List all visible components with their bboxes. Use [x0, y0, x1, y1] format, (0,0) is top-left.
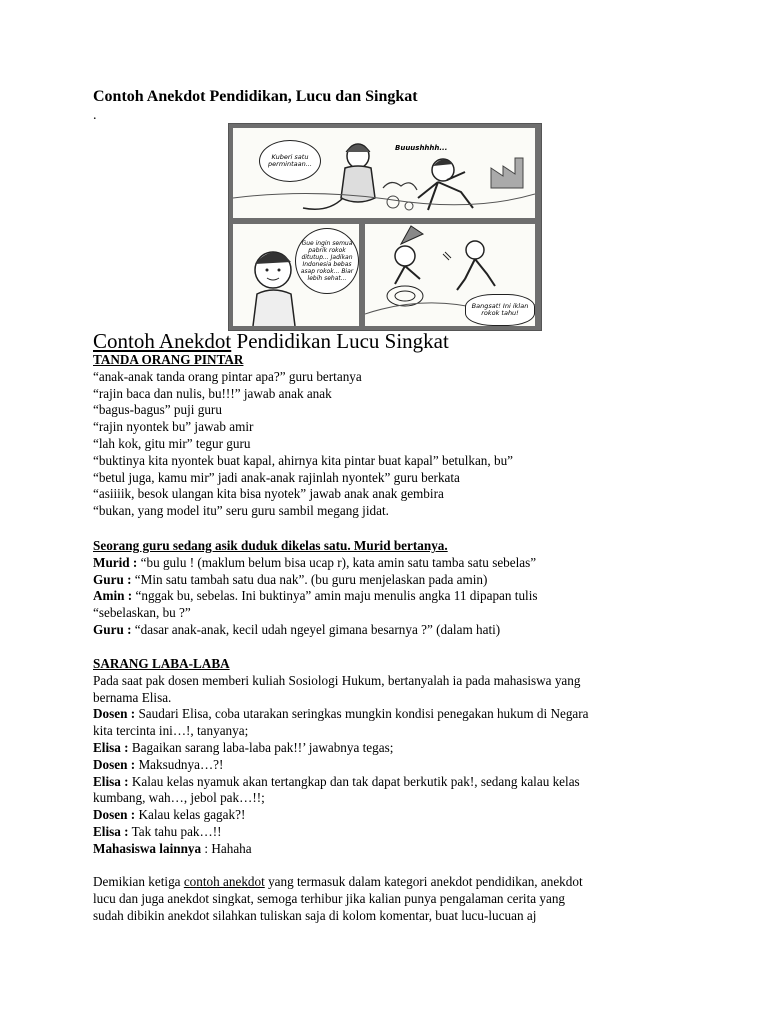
document-title: Contoh Anekdot Pendidikan, Lucu dan Singkat: [93, 88, 418, 105]
comic-panel-bottom-left: [233, 224, 359, 326]
dialog-line: [93, 807, 683, 824]
heading-link[interactable]: Contoh Anekdot: [93, 329, 232, 353]
dialog-text: Saudari Elisa, coba utarakan seringkas mungkin kondisi penegakan hukum di Negara: [135, 706, 589, 722]
dialog-text: Kalau kelas gagak?!: [135, 807, 246, 823]
dialog-text: kumbang, wah…, jebol pak…!!;: [93, 790, 265, 806]
dialog-text: kita tercinta ini…!, tanyanya;: [93, 723, 249, 739]
story-guru-kelas-satu: [93, 538, 683, 639]
closing-line-3: sudah dibikin anekdot silahkan tuliskan saja di kolom komentar, buat lucu-lucuan aj: [93, 907, 537, 923]
dialog-text: “dasar anak-anak, kecil udah ngeyel gimana besarnya ?” (dalam hati): [131, 621, 501, 637]
speaker: Guru :: [93, 621, 132, 637]
dialog-line: [93, 790, 683, 807]
dialog-line: [93, 605, 683, 622]
dialog-text: Pada saat pak dosen memberi kuliah Sosiologi Hukum, bertanyalah ia pada mahasiswa yang: [93, 672, 581, 688]
speech-bubble-1: Kuberi satu permintaan...: [259, 140, 321, 182]
story1-line: “lah kok, gitu mir” tegur guru: [93, 435, 251, 451]
speaker: Guru :: [93, 571, 132, 587]
dialog-line: [93, 723, 683, 740]
closing-paragraph: [93, 874, 683, 924]
closing-line-2: lucu dan juga anekdot singkat, semoga terhibur jika kalian punya pengalaman cerita yang: [93, 890, 566, 906]
dialog-line: [93, 572, 683, 589]
story-tanda-orang-pintar: [93, 352, 683, 520]
story1-title: TANDA ORANG PINTAR: [93, 352, 244, 367]
dialog-text: “Min satu tambah satu dua nak”. (bu guru menjelaskan pada amin): [131, 571, 488, 587]
dialog-line: [93, 622, 683, 639]
story2-title: Seorang guru sedang asik duduk dikelas satu. Murid bertanya.: [93, 538, 448, 553]
story-sarang-laba-laba: [93, 656, 683, 858]
speech-bubble-2: Gue ingin semua pabrik rokok ditutup... Jadikan Indonesia bebas asap rokok... Biar lebih sehat...: [295, 228, 359, 294]
speaker: Dosen :: [93, 706, 136, 722]
dialog-line: [93, 774, 683, 791]
dialog-text: Kalau kelas nyamuk akan tertangkap dan tak dapat berkutik pak!, sedang kalau kelas: [128, 773, 580, 789]
dialog-line: [93, 740, 683, 757]
speaker: Murid :: [93, 554, 138, 570]
speaker: Mahasiswa lainnya: [93, 840, 202, 856]
dialog-line: [93, 690, 683, 707]
dialog-text: “sebelaskan, bu ?”: [93, 605, 191, 621]
dialog-line: [93, 588, 683, 605]
dialog-line: [93, 673, 683, 690]
closing-line-1: [93, 874, 683, 891]
contoh-anekdot-link[interactable]: contoh anekdot: [183, 874, 265, 889]
speaker: Elisa :: [93, 773, 129, 789]
story1-line: “rajin nyontek bu” jawab amir: [93, 419, 254, 435]
dot-mark: .: [93, 108, 97, 123]
speech-bubble-3: Bangsat! Ini iklan rokok tahu!: [465, 294, 535, 326]
comic-panel-top: [233, 128, 535, 218]
story1-line: “anak-anak tanda orang pintar apa?” guru bertanya: [93, 368, 362, 384]
dialog-text: “nggak bu, sebelas. Ini buktinya” amin maju menulis angka 11 dipapan tulis: [132, 588, 538, 604]
closing-pre: Demikian ketiga: [93, 874, 184, 889]
dialog-line: [93, 824, 683, 841]
comic-panel-bottom-right: [365, 224, 535, 326]
story1-line: “betul juga, kamu mir” jadi anak-anak rajinlah nyontek” guru berkata: [93, 469, 460, 485]
main-heading: [93, 329, 449, 353]
story1-line: “bukan, yang model itu” seru guru sambil megang jidat.: [93, 503, 389, 519]
story1-line: “rajin baca dan nulis, bu!!!” jawab anak anak: [93, 385, 332, 401]
dialog-text: Maksudnya…?!: [135, 756, 224, 772]
closing-post: yang termasuk dalam kategori anekdot pendidikan, anekdot: [264, 874, 583, 889]
speaker: Amin :: [93, 588, 133, 604]
dialog-line: [93, 555, 683, 572]
speaker: Elisa :: [93, 823, 129, 839]
dialog-line: [93, 757, 683, 774]
sound-effect: Buuushhhh...: [395, 144, 448, 152]
dialog-text: bernama Elisa.: [93, 689, 172, 705]
story1-line: “bagus-bagus” puji guru: [93, 402, 222, 418]
comic-illustration: [228, 123, 542, 331]
speaker: Elisa :: [93, 739, 129, 755]
dialog-text: Bagaikan sarang laba-laba pak!!’ jawabnya tegas;: [128, 739, 394, 755]
speaker: Dosen :: [93, 756, 136, 772]
dialog-text: Tak tahu pak…!!: [128, 823, 222, 839]
dialog-text: : Hahaha: [201, 840, 252, 856]
story1-line: “asiiiik, besok ulangan kita bisa nyotek” jawab anak anak gembira: [93, 486, 444, 502]
dialog-line: [93, 706, 683, 723]
dialog-line: [93, 841, 683, 858]
heading-rest: Pendidikan Lucu Singkat: [231, 329, 449, 353]
story1-line: “buktinya kita nyontek buat kapal, ahirnya kita pintar buat kapal” betulkan, bu”: [93, 452, 514, 468]
speaker: Dosen :: [93, 807, 136, 823]
story3-title: SARANG LABA-LABA: [93, 656, 230, 671]
dialog-text: “bu gulu ! (maklum belum bisa ucap r), kata amin satu tamba satu sebelas”: [137, 554, 537, 570]
